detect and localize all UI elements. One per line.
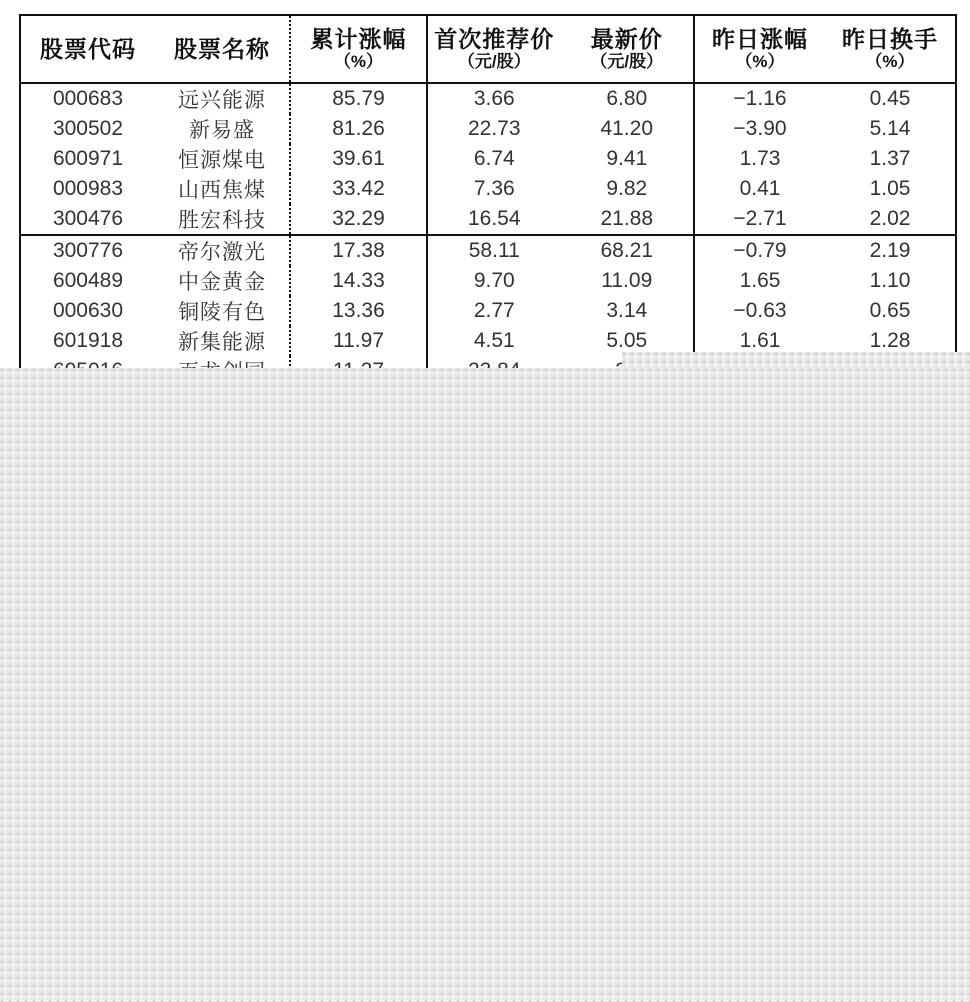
- cell-first-price: 22.73: [467, 117, 521, 140]
- cell-first-price: 58.11: [468, 239, 520, 262]
- cell-first-price: 2.77: [473, 299, 515, 322]
- cell-cum-gain: 32.29: [332, 207, 385, 230]
- col-header-yest-gain-unit: （%）: [735, 52, 785, 72]
- row-section: [693, 236, 955, 266]
- row-section: [426, 144, 693, 174]
- col-header-yest-turnover: [825, 26, 955, 72]
- cell-cum-gain: 33.42: [332, 177, 385, 200]
- stock-table: [19, 14, 957, 386]
- col-header-first-price: [428, 26, 561, 72]
- row-section: [426, 266, 693, 296]
- row-section: [21, 144, 289, 174]
- header-section-prices: [426, 16, 693, 82]
- table-row: [21, 114, 955, 144]
- col-header-latest-price-label: 最新价: [590, 26, 663, 52]
- table-header: [21, 16, 955, 84]
- row-section: [289, 326, 426, 356]
- table-row: [21, 266, 955, 296]
- cell-code: 600971: [52, 147, 124, 170]
- cell-code: 300502: [52, 117, 124, 140]
- row-section: [21, 114, 289, 144]
- cell-yest-turnover: 1.10: [869, 269, 911, 292]
- row-section: [289, 204, 426, 234]
- row-section: [289, 84, 426, 114]
- cell-first-price: 16.54: [467, 207, 521, 230]
- cell-yest-gain: 1.65: [739, 269, 781, 292]
- col-header-name-label: 股票名称: [174, 35, 270, 62]
- cell-first-price: 9.70: [473, 269, 515, 292]
- cell-name: 恒源煤电: [178, 149, 266, 172]
- col-header-yest-turnover-unit: （%）: [865, 52, 915, 72]
- cell-latest-price: 9.82: [606, 177, 648, 200]
- row-section: [289, 114, 426, 144]
- cell-yest-turnover: 5.14: [869, 117, 911, 140]
- cell-name: 新集能源: [178, 331, 266, 354]
- cell-name: 中金黄金: [178, 271, 266, 294]
- row-section: [693, 266, 955, 296]
- col-header-yest-gain: [695, 26, 825, 72]
- cell-first-price: 4.51: [473, 329, 515, 352]
- row-section: [289, 174, 426, 204]
- row-section: [289, 236, 426, 266]
- cell-latest-price: 68.21: [600, 239, 654, 262]
- table-row: [21, 234, 955, 266]
- row-section: [21, 266, 289, 296]
- cell-latest-price: 21.88: [600, 207, 654, 230]
- cell-first-price: 3.66: [473, 87, 515, 110]
- col-header-first-price-label: 首次推荐价: [434, 26, 555, 52]
- cell-latest-price: 5.05: [606, 329, 648, 352]
- row-section: [693, 174, 955, 204]
- table-row: [21, 144, 955, 174]
- cell-code: 000983: [52, 177, 124, 200]
- cell-latest-price: 11.09: [601, 269, 653, 292]
- cell-code: 300476: [52, 207, 124, 230]
- col-header-cum-gain: [291, 26, 426, 72]
- cell-name: 帝尔激光: [178, 241, 266, 264]
- row-section: [289, 296, 426, 326]
- cell-yest-gain: −0.63: [733, 299, 787, 322]
- row-section: [21, 326, 289, 356]
- cell-yest-gain: 1.61: [739, 329, 781, 352]
- cell-yest-gain: 0.41: [739, 177, 781, 200]
- col-header-yest-gain-label: 昨日涨幅: [712, 26, 808, 52]
- cell-first-price: 7.36: [473, 177, 515, 200]
- cell-cum-gain: 14.33: [332, 269, 385, 292]
- col-header-latest-price-unit: （元/股）: [590, 52, 664, 72]
- cell-name: 远兴能源: [178, 89, 266, 112]
- table-row: [21, 296, 955, 326]
- header-section-yesterday: [693, 16, 955, 82]
- cell-yest-gain: −3.90: [733, 117, 787, 140]
- cell-cum-gain: 17.38: [332, 239, 385, 262]
- cell-code: 000630: [52, 299, 124, 322]
- cell-code: 600489: [52, 269, 124, 292]
- cell-yest-turnover: 2.19: [869, 239, 911, 262]
- cell-cum-gain: 81.26: [332, 117, 385, 140]
- col-header-latest-price: [561, 26, 694, 72]
- cell-cum-gain: 85.79: [332, 87, 385, 110]
- col-header-cum-gain-label: 累计涨幅: [310, 26, 407, 52]
- row-section: [426, 296, 693, 326]
- cell-cum-gain: 13.36: [332, 299, 385, 322]
- gray-placeholder-right: [622, 352, 970, 368]
- header-section-cum-gain: [289, 16, 426, 82]
- cell-yest-gain: −0.79: [733, 239, 787, 262]
- gray-placeholder-main: [0, 368, 970, 1002]
- col-header-yest-turnover-label: 昨日换手: [842, 26, 938, 52]
- row-section: [693, 296, 955, 326]
- cell-name: 山西焦煤: [178, 179, 266, 202]
- table-row: [21, 84, 955, 114]
- row-section: [426, 174, 693, 204]
- cell-code: 000683: [52, 87, 124, 110]
- cell-yest-gain: −2.71: [733, 207, 787, 230]
- cell-code: 300776: [52, 239, 124, 262]
- row-section: [693, 84, 955, 114]
- cell-yest-turnover: 0.45: [869, 87, 911, 110]
- cell-code: 601918: [52, 329, 124, 352]
- col-header-cum-gain-unit: （%）: [333, 52, 384, 72]
- cell-cum-gain: 39.61: [332, 147, 385, 170]
- cell-latest-price: 9.41: [606, 147, 648, 170]
- cell-yest-gain: −1.16: [733, 87, 787, 110]
- row-section: [21, 204, 289, 234]
- cell-yest-turnover: 0.65: [869, 299, 911, 322]
- col-header-code-label: 股票代码: [40, 35, 136, 62]
- row-section: [289, 266, 426, 296]
- cell-cum-gain: 11.97: [333, 329, 384, 352]
- cell-latest-price: 3.14: [606, 299, 648, 322]
- row-section: [693, 114, 955, 144]
- cell-yest-turnover: 1.37: [869, 147, 911, 170]
- col-header-name: [155, 36, 289, 62]
- cell-yest-turnover: 2.02: [869, 207, 911, 230]
- col-header-code: [21, 36, 155, 62]
- row-section: [693, 204, 955, 234]
- cell-name: 胜宏科技: [178, 209, 266, 232]
- cell-yest-turnover: 1.28: [869, 329, 911, 352]
- row-section: [21, 236, 289, 266]
- cell-yest-gain: 1.73: [739, 147, 781, 170]
- row-section: [21, 174, 289, 204]
- cell-name: 铜陵有色: [178, 301, 266, 324]
- row-section: [21, 84, 289, 114]
- cell-first-price: 6.74: [473, 147, 515, 170]
- row-section: [21, 296, 289, 326]
- table-row: [21, 204, 955, 234]
- row-section: [426, 204, 693, 234]
- row-section: [426, 236, 693, 266]
- table-body: [21, 84, 955, 386]
- table-row: [21, 174, 955, 204]
- row-section: [289, 144, 426, 174]
- header-section-identity: [21, 16, 289, 82]
- cell-yest-turnover: 1.05: [869, 177, 911, 200]
- cell-name: 新易盛: [189, 119, 255, 142]
- cell-latest-price: 41.20: [600, 117, 654, 140]
- row-section: [693, 144, 955, 174]
- cell-latest-price: 6.80: [606, 87, 648, 110]
- row-section: [426, 114, 693, 144]
- row-section: [426, 84, 693, 114]
- col-header-first-price-unit: （元/股）: [457, 52, 531, 72]
